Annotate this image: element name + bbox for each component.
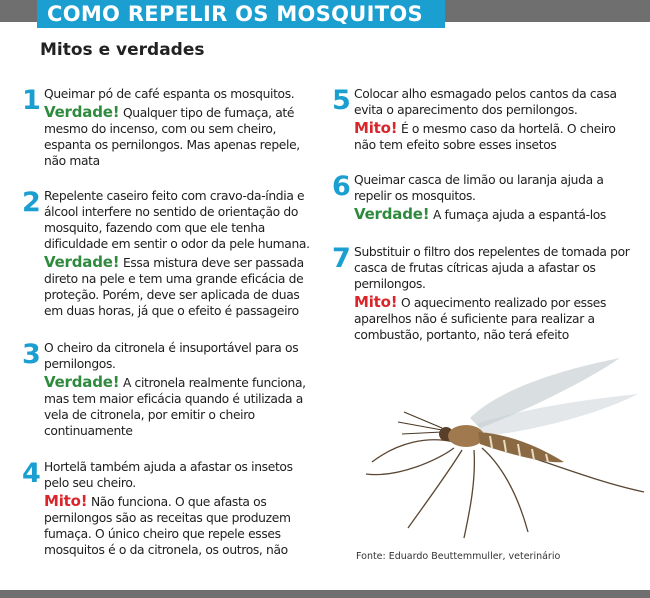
verdict-label: Verdade! xyxy=(44,253,120,271)
item-answer: A fumaça ajuda a espantá-los xyxy=(432,208,606,222)
list-item xyxy=(22,340,312,439)
item-answer: É o mesmo caso da hortelã. O cheiro não tem efeito sobre esses insetos xyxy=(354,122,616,152)
item-question: Hortelã também ajuda a afastar os insetos pelo seu cheiro. xyxy=(44,460,293,490)
item-number: 7 xyxy=(332,243,351,274)
list-item xyxy=(332,172,632,223)
item-number: 2 xyxy=(22,187,41,218)
item-question: Queimar casca de limão ou laranja ajuda a repelir os mosquitos. xyxy=(354,173,604,203)
mosquito-head xyxy=(398,412,453,441)
item-answer: Não funciona. O que afasta os pernilongos são as receitas que produzem fumaça. O único cheiro que repele esses mosquitos é o da citronela, os outros, não xyxy=(44,495,291,557)
mosquito-illustration xyxy=(358,350,650,540)
item-number: 4 xyxy=(22,458,41,489)
verdict-label: Mito! xyxy=(354,293,398,311)
verdict-label: Mito! xyxy=(44,492,88,510)
item-number: 5 xyxy=(332,85,351,116)
item-question: O cheiro da citronela é insuportável para os pernilongos. xyxy=(44,341,299,371)
bottom-rule xyxy=(0,590,650,598)
verdict-label: Mito! xyxy=(354,119,398,137)
verdict-label: Verdade! xyxy=(44,373,120,391)
subtitle: Mitos e verdades xyxy=(40,40,205,60)
list-item xyxy=(22,86,312,169)
list-item xyxy=(22,188,312,319)
item-answer: Essa mistura deve ser passada direto na pele e tem uma grande eficácia de proteção. Porém, deve ser aplicada de duas em duas horas, já que o efeito é passageiro xyxy=(44,256,304,318)
item-number: 6 xyxy=(332,171,351,202)
item-number: 3 xyxy=(22,339,41,370)
item-answer: O aquecimento realizado por esses aparelhos não é suficiente para realizar a combustão, portanto, não terá efeito xyxy=(354,296,607,342)
item-answer: A citronela realmente funciona, mas tem maior eficácia quando é utilizada a vela de citronela, por emitir o cheiro continuamente xyxy=(44,376,306,438)
source-credit: Fonte: Eduardo Beuttemmuller, veterinário xyxy=(356,551,561,562)
mosquito-wings xyxy=(470,358,638,436)
item-question: Queimar pó de café espanta os mosquitos. xyxy=(44,87,295,101)
item-question: Substituir o filtro dos repelentes de tomada por casca de frutas cítricas ajuda a afastar os pernilongos. xyxy=(354,245,630,291)
list-item xyxy=(22,459,312,558)
list-item xyxy=(332,244,632,343)
verdict-label: Verdade! xyxy=(44,103,120,121)
verdict-label: Verdade! xyxy=(354,205,430,223)
item-question: Colocar alho esmagado pelos cantos da casa evita o aparecimento dos pernilongos. xyxy=(354,87,617,117)
page-title: COMO REPELIR OS MOSQUITOS xyxy=(37,0,445,28)
list-item xyxy=(332,86,632,153)
item-number: 1 xyxy=(22,85,41,116)
mosquito-legs xyxy=(366,440,644,538)
item-question: Repelente caseiro feito com cravo-da-índia e álcool interfere no sentido de orientação do mosquito, fazendo com que ele tenha dificuldade em sentir o odor da pele humana. xyxy=(44,189,310,251)
item-answer: Qualquer tipo de fumaça, até mesmo do incenso, com ou sem cheiro, espanta os pernilongos. Mas apenas repele, não mata xyxy=(44,106,300,168)
